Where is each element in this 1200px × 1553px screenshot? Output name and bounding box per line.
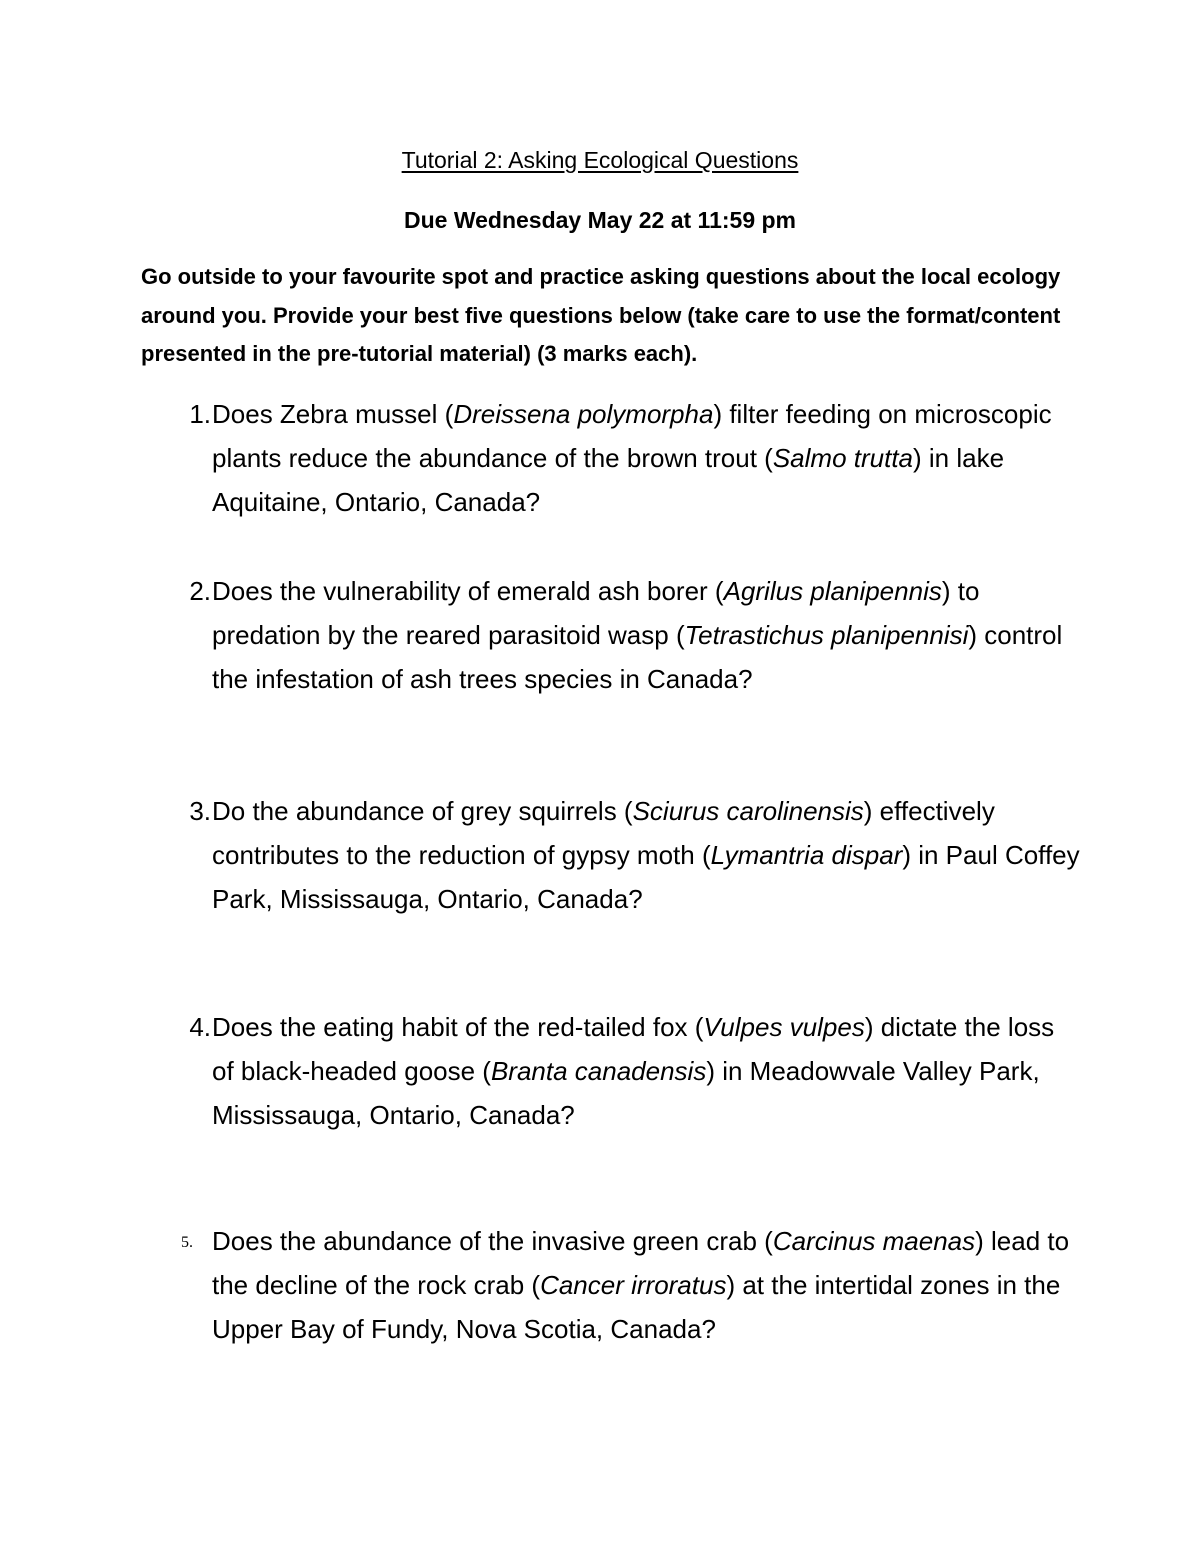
question-text-part: Does the eating habit of the red-tailed fox ( [212,1012,704,1042]
species-name: Salmo trutta [772,443,913,473]
question-text [212,1005,1082,1137]
question-text [212,1219,1082,1351]
question-text-part: ) in Meadowvale Valley Park, Mississauga, Ontario, Canada? [212,1056,1040,1130]
species-name: Sciurus carolinensis [632,796,864,826]
question-number: 2. [189,576,211,606]
species-name: Cancer irroratus [540,1270,727,1300]
instructions-paragraph: Go outside to your favourite spot and practice asking questions about the local ecology around you. Provide your best five questions below (take care to use the format/content presented in the pre-tutorial material) (3 marks each). [141,264,1061,366]
species-name: Dreissena polymorpha [453,399,714,429]
species-name: Tetrastichus planipennisi [684,620,969,650]
question-number: 5. [181,1234,193,1251]
question-text [212,392,1082,524]
due-date: Due Wednesday May 22 at 11:59 pm [403,207,797,233]
question-text-part: ) in lake Aquitaine, Ontario, Canada? [212,443,1005,517]
question-number: 4. [189,1012,211,1042]
question-text-part: ) filter feeding on microscopic plants reduce the abundance of the brown trout ( [212,399,1052,473]
species-name: Lymantria dispar [710,840,903,870]
question-text-part: ) at the intertidal zones in the Upper Bay of Fundy, Nova Scotia, Canada? [212,1270,1061,1344]
species-name: Agrilus planipennis [723,576,942,606]
question-text-part: Does Zebra mussel ( [212,399,454,429]
question-number: 3. [189,796,211,826]
document-title: Tutorial 2: Asking Ecological Questions [401,147,799,173]
question-text-part: Does the vulnerability of emerald ash borer ( [212,576,724,606]
question-text [212,789,1082,921]
question-text-part: Do the abundance of grey squirrels ( [212,796,633,826]
question-text-part: ) to predation by the reared parasitoid wasp ( [212,576,980,650]
species-name: Vulpes vulpes [703,1012,865,1042]
question-number: 1. [189,399,211,429]
question-text-part: ) effectively contributes to the reduction of gypsy moth ( [212,796,995,870]
question-text-part: ) in Paul Coffey Park, Mississauga, Ontario, Canada? [212,840,1080,914]
question-text-part: ) lead to the decline of the rock crab ( [212,1226,1070,1300]
species-name: Branta canadensis [490,1056,707,1086]
question-text [212,569,1082,701]
question-text-part: ) dictate the loss of black-headed goose ( [212,1012,1055,1086]
species-name: Carcinus maenas [772,1226,976,1256]
question-text-part: Does the abundance of the invasive green crab ( [212,1226,773,1256]
question-text-part: ) control the infestation of ash trees species in Canada? [212,620,1063,694]
